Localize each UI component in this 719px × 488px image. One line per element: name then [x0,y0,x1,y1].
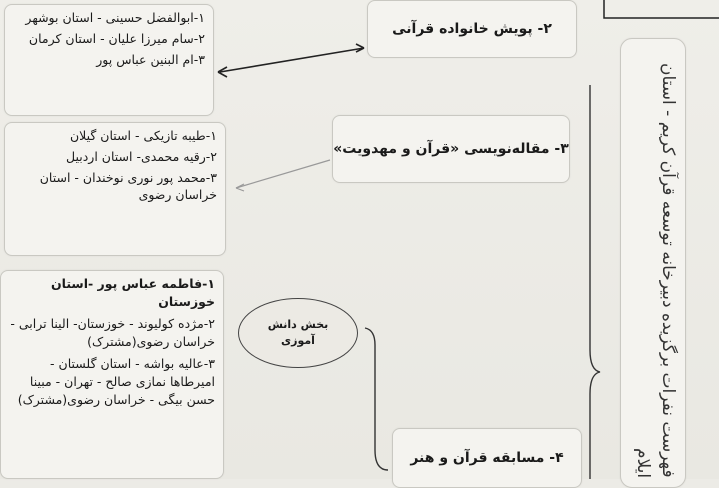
section-3-title-text: ۳- مقاله‌نویسی «قرآن و مهدویت» [333,141,569,157]
section-2-title-text: ۲- پویش خانواده قرآنی [392,21,552,37]
list-item: ۲-سام میرزا علیان - استان کرمان [28,31,205,46]
list-item: ۱-ابوالفضل حسینی - استان بوشهر [25,10,205,25]
list-item: ۲-مژده کولیوند - خوزستان- الینا ترابی - خراسان رضوی(مشترک) [10,316,215,349]
list-item: ۱-طیبه تازیکی - استان گیلان [69,128,217,143]
section-4-title [392,428,582,488]
list-item: ۳-ام البنین عباس پور [96,52,205,67]
list-item: ۳-محمد پور نوری نوخندان - استان خراسان رضوی [39,170,217,202]
section-2-title [367,0,577,58]
student-section-oval [238,298,358,368]
section-2-list [4,4,214,116]
list-item: ۱-فاطمه عباس پور -استان خوزستان [50,276,215,309]
student-section-label: بخش دانش آموزی [267,318,329,347]
list-item: ۲-رقیه محمدی- استان اردبیل [66,149,217,164]
side-title: فهرست نفرات برگزیده دبیرخانه توسعه قرآن کریم - استان ایلام [633,63,678,478]
student-section-list [0,270,224,479]
list-item: ۳-عالیه بواشه - استان گلستان - امیرطاها نمازی صالح - تهران - مبینا حسن بیگی - خراسان رضوی(مشترک) [17,356,215,407]
section-3-title [332,115,570,183]
section-4-title-text: ۴- مسابقه قرآن و هنر [410,450,564,466]
section-3-list [4,122,226,256]
